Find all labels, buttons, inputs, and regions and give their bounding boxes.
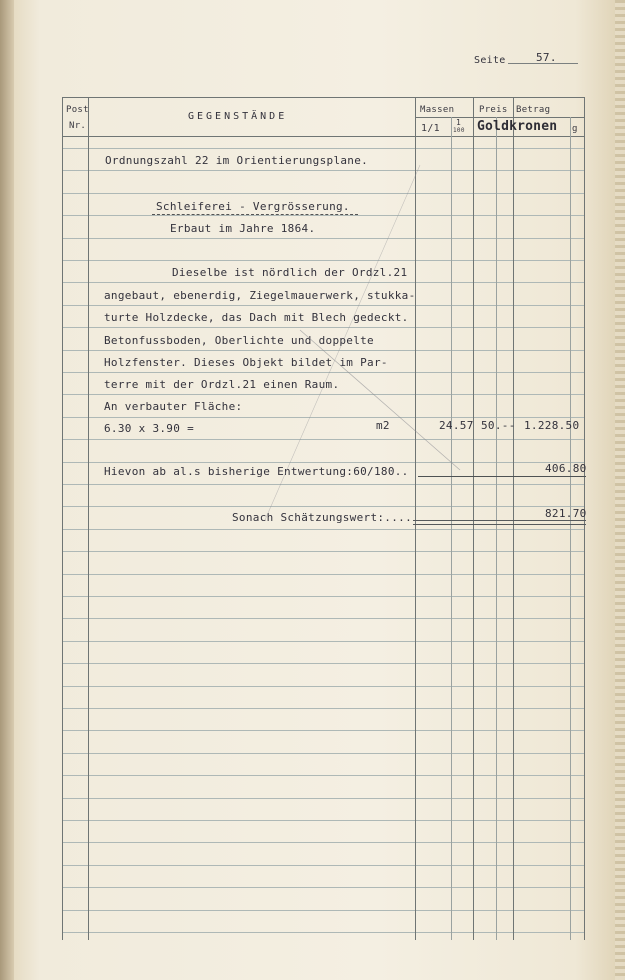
- estimate-label: Sonach Schätzungswert:....: [232, 511, 412, 524]
- area-label: An verbauter Fläche:: [104, 400, 243, 413]
- header-gegenstaende: GEGENSTÄNDE: [188, 111, 288, 122]
- depreciation-amount: 406.80: [545, 462, 587, 475]
- ordnungszahl-line: Ordnungszahl 22 im Orientierungsplane.: [105, 154, 369, 167]
- price-value: 50.--: [481, 419, 516, 432]
- header-preis: Preis: [479, 105, 508, 115]
- amount-value: 1.228.50: [524, 419, 580, 432]
- page-number: 57.: [536, 51, 557, 64]
- header-post: Post: [66, 105, 89, 115]
- description-line-6: terre mit der Ordzl.21 einen Raum.: [104, 378, 340, 391]
- description-line-2: angebaut, ebenerdig, Ziegelmauerwerk, stukka-: [104, 289, 416, 302]
- header-betrag: Betrag: [516, 105, 551, 115]
- header-1-100-num: 1: [456, 118, 462, 127]
- estimate-amount: 821.70: [545, 507, 587, 520]
- header-nr: Nr.: [69, 121, 87, 131]
- area-unit: m2: [376, 419, 390, 432]
- area-dimensions: 6.30 x 3.90 =: [104, 422, 194, 435]
- header-goldkronen: Goldkronen: [477, 119, 558, 134]
- description-line-5: Holzfenster. Dieses Objekt bildet im Par-: [104, 356, 388, 369]
- header-massen: Massen: [420, 105, 455, 115]
- description-line-3: turte Holzdecke, das Dach mit Blech gedeckt.: [104, 311, 409, 324]
- seite-label: Seite: [474, 55, 506, 66]
- header-1-1: 1/1: [421, 123, 440, 134]
- entry-built: Erbaut im Jahre 1864.: [170, 222, 316, 235]
- description-line-4: Betonfussboden, Oberlichte und doppelte: [104, 334, 374, 347]
- entry-title: Schleiferei - Vergrösserung.: [156, 200, 350, 213]
- depreciation-label: Hievon ab al.s bisherige Entwertung:60/180..: [104, 465, 409, 478]
- header-g: g: [572, 124, 578, 134]
- mass-value: 24.57: [439, 419, 474, 432]
- description-line-1: Dieselbe ist nördlich der Ordzl.21: [172, 266, 408, 279]
- header-1-100-den: 100: [453, 127, 465, 134]
